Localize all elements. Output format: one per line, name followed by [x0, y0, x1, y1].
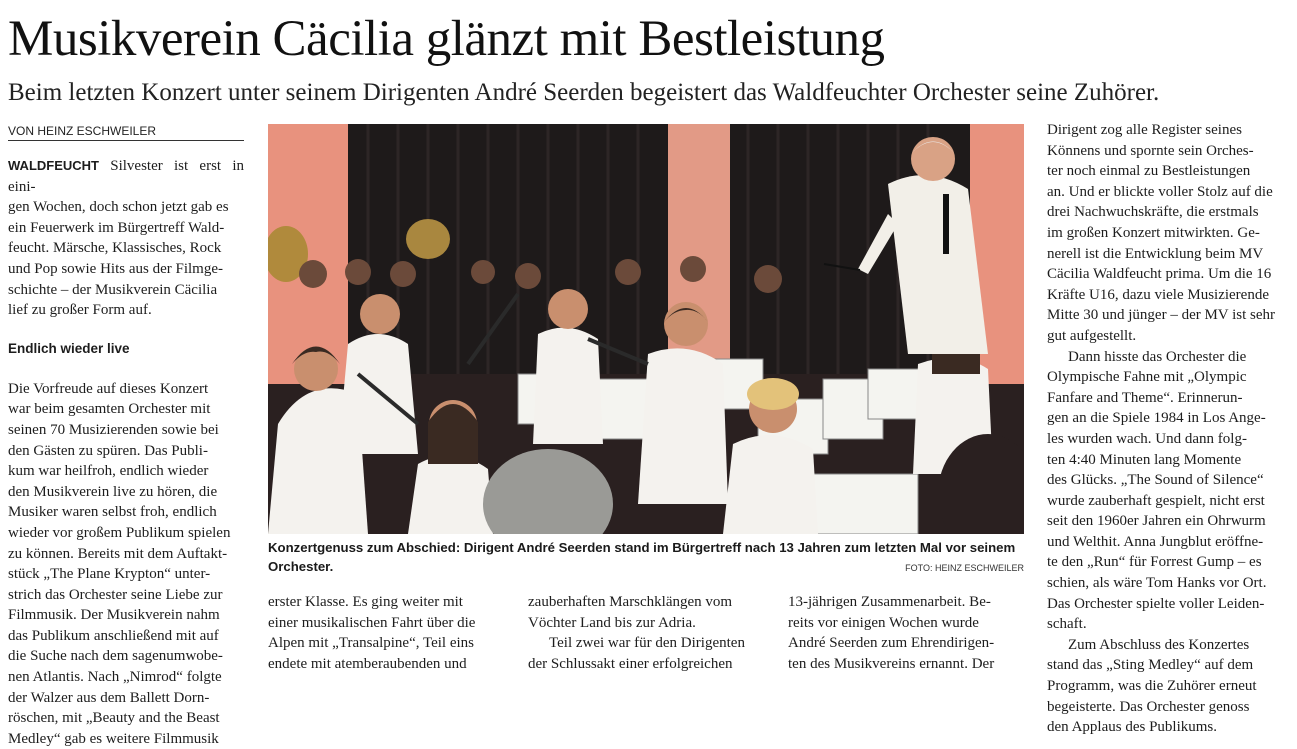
text-line: lief zu großer Form auf. — [8, 302, 152, 319]
text-line: ein Feuerwerk im Bürgertreff Wald- — [8, 219, 225, 236]
body-paragraph — [528, 633, 764, 674]
text-line: erster Klasse. Es ging weiter mit — [268, 594, 463, 610]
orchestra-illustration — [268, 124, 1024, 534]
article-byline: VON HEINZ ESCHWEILER — [8, 123, 244, 141]
text-line: die Suche nach dem sagenumwobe- — [8, 648, 223, 665]
text-line: schien, als wäre Tom Hanks vor Ort. — [1047, 575, 1267, 592]
left-curtain — [348, 124, 668, 374]
conductor-tie — [943, 194, 949, 254]
text-line: an. Und er blickte voller Stolz auf die — [1047, 183, 1273, 200]
text-line: stand das „Sting Medley“ auf dem — [1047, 657, 1254, 674]
text-line: Musiker waren selbst froh, endlich — [8, 504, 217, 521]
body-paragraph — [268, 592, 504, 674]
text-line: war beim gesamten Orchester mit — [8, 401, 211, 418]
text-line: 13-jährigen Zusammenarbeit. Be- — [788, 594, 991, 610]
text-line: schaft. — [1047, 616, 1087, 633]
text-line: röschen, mit „Beauty and the Beast — [8, 710, 220, 727]
body-paragraph — [528, 592, 764, 633]
text-line: Dirigent zog alle Register seines — [1047, 122, 1242, 138]
text-line: nerell ist die Entwicklung beim MV — [1047, 245, 1264, 262]
text-line: Programm, was die Zuhörer erneut — [1047, 678, 1257, 695]
text-line: und Welthit. Anna Jungblut eröffne- — [1047, 533, 1264, 550]
text-line: das Publikum anschließend mit auf — [8, 627, 219, 644]
text-line: Silvester ist erst in eini- — [8, 158, 244, 195]
text-line: Filmmusik. Der Musikverein nahm — [8, 607, 220, 624]
text-line: drei Nachwuchskräfte, die erstmals — [1047, 204, 1259, 221]
text-line: reits vor einigen Wochen wurde — [788, 614, 979, 631]
intro-text — [8, 158, 244, 318]
text-line: Mitte 30 und jünger – der MV ist sehr — [1047, 307, 1276, 324]
text-line: te den „Run“ für Forrest Gump – es — [1047, 554, 1262, 571]
text-line: schichte – der Musikverein Cäcilia — [8, 281, 218, 298]
text-line: ten 4:40 Minuten lang Momente — [1047, 451, 1242, 468]
text-line: kum war heilfroh, endlich wieder — [8, 463, 209, 480]
article-column-1 — [8, 156, 244, 749]
text-line: Alpen mit „Transalpine“, Teil eins — [268, 635, 475, 652]
text-line: Die Vorfreude auf dieses Konzert — [8, 380, 209, 397]
text-line: Vöchter Land bis zur Adria. — [528, 614, 696, 631]
text-line: Zum Abschluss des Konzertes — [1068, 636, 1250, 653]
text-line: ten des Musikvereins ernannt. Der — [788, 655, 995, 672]
photo-caption: Konzertgenuss zum Abschied: Dirigent André Seerden stand im Bürgertreff nach 13 Jahren zum letzten Mal vor seinem Orchester. — [268, 540, 1016, 574]
text-line: Könnens und spornte sein Orches- — [1047, 142, 1254, 159]
text-line: den Gästen zu spüren. Das Publi- — [8, 442, 208, 459]
text-line: zauberhaften Marschklängen vom — [528, 594, 733, 610]
sousaphone — [406, 219, 450, 259]
text-line: Das Orchester spielte voller Leiden- — [1047, 595, 1265, 612]
article-subheadline: Beim letzten Konzert unter seinem Dirigenten André Seerden begeistert das Waldfeuchter Orchester seine Zuhörer. — [8, 79, 1160, 106]
body-paragraph — [1047, 120, 1289, 347]
text-line: einer musikalischen Fahrt über die — [268, 614, 476, 631]
body-paragraph — [1047, 635, 1289, 738]
text-line: nen Atlantis. Nach „Nimrod“ folgte — [8, 669, 222, 686]
intro-paragraph — [8, 156, 244, 321]
concert-photo — [268, 124, 1024, 534]
body-paragraph — [1047, 347, 1289, 635]
text-line: den Applaus des Publikums. — [1047, 719, 1218, 736]
text-line: gut aufgestellt. — [1047, 327, 1137, 344]
text-line: begeisterte. Das Orchester genoss — [1047, 698, 1250, 715]
article-column-3 — [528, 592, 764, 674]
text-line: feucht. Märsche, Klassisches, Rock — [8, 240, 222, 257]
conductor-head — [911, 137, 955, 181]
article-headline: Musikverein Cäcilia glänzt mit Bestleistung — [8, 11, 885, 67]
text-line: den Musikverein live zu hören, die — [8, 483, 218, 500]
article-column-4 — [788, 592, 1024, 674]
text-line: gen Wochen, doch schon jetzt gab es — [8, 199, 229, 216]
text-line: Teil zwei war für den Dirigenten — [549, 635, 745, 652]
text-line: Kräfte U16, dazu viele Musizierende — [1047, 286, 1269, 303]
text-line: strich das Orchester seine Liebe zur — [8, 586, 223, 603]
text-line: gen an die Spiele 1984 in Los Ange- — [1047, 410, 1266, 427]
text-line: ter noch einmal zu Bestleistungen — [1047, 163, 1251, 180]
text-line: stück „The Plane Krypton“ unter- — [8, 566, 211, 583]
blond-hair — [747, 378, 799, 410]
text-line: Cäcilia Waldfeucht prima. Um die 16 — [1047, 266, 1272, 283]
text-line: seit den 1960er Jahren ein Ohrwurm — [1047, 513, 1266, 530]
dateline: WALDFEUCHT — [8, 158, 99, 173]
text-line: zu können. Bereits mit dem Auftakt- — [8, 545, 228, 562]
body-paragraph — [8, 379, 244, 749]
section-subheading: Endlich wieder live — [8, 340, 130, 356]
text-line: endete mit atemberaubenden und — [268, 655, 467, 672]
text-line: der Schlussakt einer erfolgreichen — [528, 655, 733, 672]
text-line: seinen 70 Musizierenden sowie bei — [8, 421, 219, 438]
text-line: und Pop sowie Hits aus der Filmge- — [8, 260, 223, 277]
text-line: les wurden wach. Und dann folg- — [1047, 430, 1247, 447]
text-line: Medley“ gab es weitere Filmmusik — [8, 730, 219, 747]
text-line: wieder vor großem Publikum spielen — [8, 524, 231, 541]
text-line: wurde zauberhaft gespielt, nicht erst — [1047, 492, 1265, 509]
text-line: Dann hisste das Orchester die — [1068, 348, 1247, 365]
text-line: im großen Konzert mitwirkten. Ge- — [1047, 224, 1260, 241]
text-line: André Seerden zum Ehrendirigen- — [788, 635, 995, 652]
text-line: der Walzer aus dem Ballett Dorn- — [8, 689, 210, 706]
text-line: des Glücks. „The Sound of Silence“ — [1047, 472, 1264, 489]
text-line: Fanfare and Theme“. Erinnerun- — [1047, 389, 1243, 406]
article-column-5 — [1047, 120, 1289, 738]
body-paragraph — [788, 592, 1024, 674]
photo-credit: FOTO: HEINZ ESCHWEILER — [905, 563, 1024, 573]
article-column-2 — [268, 592, 504, 674]
text-line: Olympische Fahne mit „Olympic — [1047, 369, 1247, 386]
